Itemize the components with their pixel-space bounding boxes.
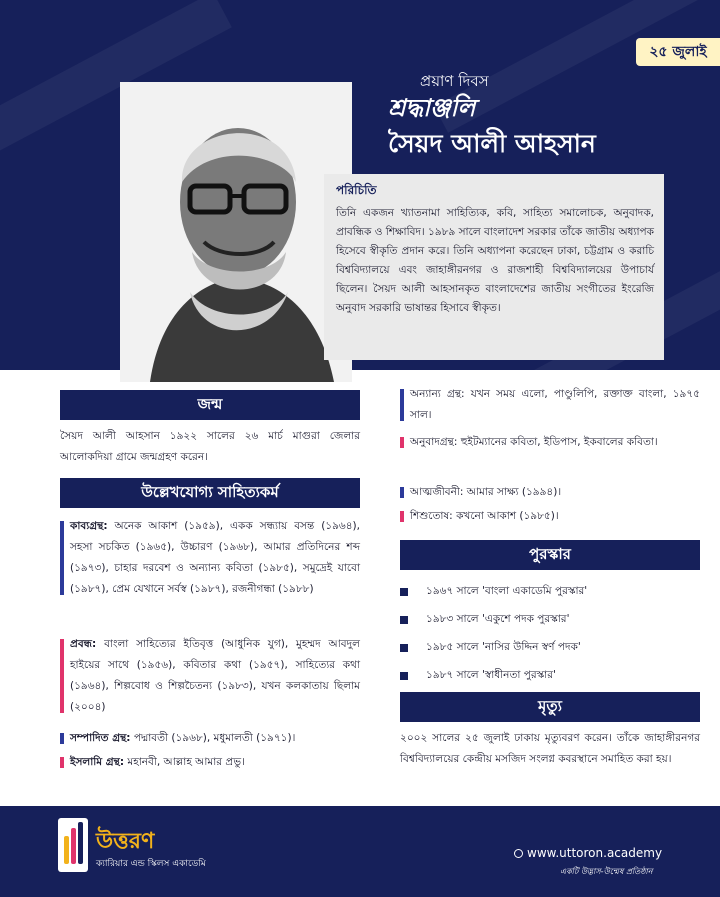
edited-text: পদ্মাবতী (১৯৬৮), মধুমালতী (১৯৭১)। — [133, 732, 296, 744]
autobio-label: আত্মজীবনী: — [410, 486, 464, 498]
essay-label: প্রবন্ধ: — [70, 638, 97, 650]
website-link[interactable]: www.uttoron.academy — [514, 846, 662, 860]
award-item: ১৯৮৫ সালে 'নাসির উদ্দিন স্বর্ণ পদক' — [400, 634, 700, 662]
footer — [0, 806, 720, 897]
birth-heading: জন্ম — [60, 390, 360, 420]
works-other — [400, 384, 700, 426]
brand-tagline: ক্যারিয়ার এন্ড স্কিলস একাডেমি — [96, 859, 206, 869]
works-edited — [60, 728, 360, 749]
works-autobio — [400, 482, 700, 503]
intro-box — [324, 174, 664, 360]
islamic-label: ইসলামি গ্রন্থ: — [70, 756, 125, 768]
autobio-text: আমার সাক্ষ্য (১৯৯৪)। — [466, 486, 562, 498]
other-text: যখন সময় এলো, পাণ্ডুলিপি, রক্তাক্ত বাংলা, ১৯৭৫ সাল। — [410, 388, 700, 421]
person-name: সৈয়দ আলী আহসান — [388, 129, 596, 158]
death-text: ২০০২ সালের ২৫ জুলাই ঢাকায় মৃত্যুবরণ করেন। তাঁকে জাহাঙ্গীরনগর বিশ্ববিদ্যালয়ের কেন্দ্রীয় মসজিদ সংলগ্ন কবরস্থানে সমাহিত করা হয়। — [400, 732, 700, 765]
works-children — [400, 506, 700, 527]
translation-text: হুইটম্যানের কবিতা, ইডিপাস, ইকবালের কবিতা। — [460, 436, 658, 448]
intro-title: পরিচিতি — [336, 183, 377, 197]
other-label: অন্যান্য গ্রন্থ: — [410, 388, 465, 400]
decor-stripe — [434, 0, 720, 133]
birth-text: সৈয়দ আলী আহসান ১৯২২ সালের ২৬ মার্চ মাগুরা জেলার আলোকদিয়া গ্রামে জন্মগ্রহণ করেন। — [60, 430, 360, 463]
children-label: শিশুতোষ: — [410, 510, 453, 522]
website-tagline: একটি উদ্ভাস-উন্মেষ প্রতিষ্ঠান — [560, 867, 653, 876]
children-text: কখনো আকাশ (১৯৮৫)। — [456, 510, 559, 522]
translation-label: অনুবাদগ্রন্থ: — [410, 436, 458, 448]
awards-heading: পুরস্কার — [400, 540, 700, 570]
globe-icon — [514, 849, 523, 858]
works-heading: উল্লেখযোগ্য সাহিত্যকর্ম — [60, 478, 360, 508]
islamic-text: মহানবী, আল্লাহ আমার প্রভু। — [127, 756, 245, 768]
intro-text: তিনি একজন খ্যাতনামা সাহিত্যিক, কবি, সাহিত্য সমালোচক, অনুবাদক, প্রাবন্ধিক ও শিক্ষাবিদ। ১৯৮৯ সালে বাংলাদেশ সরকার তাঁকে জাতীয় অধ্যাপক হিসেবে স্বীকৃতি প্রদান করে। তিনি অধ্যাপনা করেছেন ঢাকা, চট্টগ্রাম ও করাচি বিশ্ববিদ্যালয়ে এবং জাহাঙ্গীরনগর ও রাজশাহী বিশ্ববিদ্যালয়ের উপাচার্য ছিলেন। সৈয়দ আলী আহসানকৃত বাংলাদেশের জাতীয় সংগীতের ইংরেজি অনুবাদ সরকারি ভাষান্তর হিসাবে স্বীকৃত। — [336, 207, 654, 314]
works-poetry — [60, 516, 360, 600]
bullet-square-icon — [400, 616, 408, 624]
date-badge: ২৫ জুলাই — [636, 38, 720, 66]
works-islamic — [60, 752, 360, 773]
poetry-label: কাব্যগ্রন্থ: — [70, 520, 108, 532]
page-title: শ্রদ্ধাঞ্জলি — [388, 94, 476, 122]
award-item: ১৯৮৩ সালে 'একুশে পদক পুরস্কার' — [400, 606, 700, 634]
pretitle: প্রয়াণ দিবস — [420, 72, 489, 90]
brand-logo-icon — [58, 818, 88, 872]
bullet-square-icon — [400, 644, 408, 652]
bullet-square-icon — [400, 588, 408, 596]
awards-list — [400, 578, 700, 690]
poetry-text: অনেক আকাশ (১৯৫৯), একক সন্ধ্যায় বসন্ত (১৯৬৪), সহসা সচকিত (১৯৬৫), উচ্চারণ (১৯৬৮), আমার প্রতিদিনের শব্দ (১৯৭৩), চাহার দরবেশ ও অন্যান্য কবিতা (১৯৮৫), সমুদ্রেই যাবো (১৯৮৭), প্রেম যেখানে সর্বস্ব (১৯৮৭), রজনীগন্ধা (১৯৮৮) — [70, 520, 360, 595]
death-heading: মৃত্যু — [400, 692, 700, 722]
award-item: ১৯৬৭ সালে 'বাংলা একাডেমি পুরস্কার' — [400, 578, 700, 606]
works-essay — [60, 634, 360, 718]
works-translation — [400, 432, 700, 453]
bullet-square-icon — [400, 672, 408, 680]
edited-label: সম্পাদিত গ্রন্থ: — [70, 732, 131, 744]
brand-name: উত্তরণ — [96, 829, 155, 854]
portrait-photo — [120, 82, 352, 382]
award-item: ১৯৮৭ সালে 'স্বাধীনতা পুরস্কার' — [400, 662, 700, 690]
essay-text: বাংলা সাহিত্যের ইতিবৃত্ত (আধুনিক যুগ), মুহম্মদ আবদুল হাইয়ের সাথে (১৯৫৬), কবিতার কথা (১৯৫৭), সাহিত্যের কথা (১৯৬৪), শিল্পবোধ ও শিল্পচৈতন্য (১৯৮৩), যখন কলকাতায় ছিলাম (২০০৪) — [70, 638, 360, 713]
portrait-illustration — [120, 82, 352, 382]
